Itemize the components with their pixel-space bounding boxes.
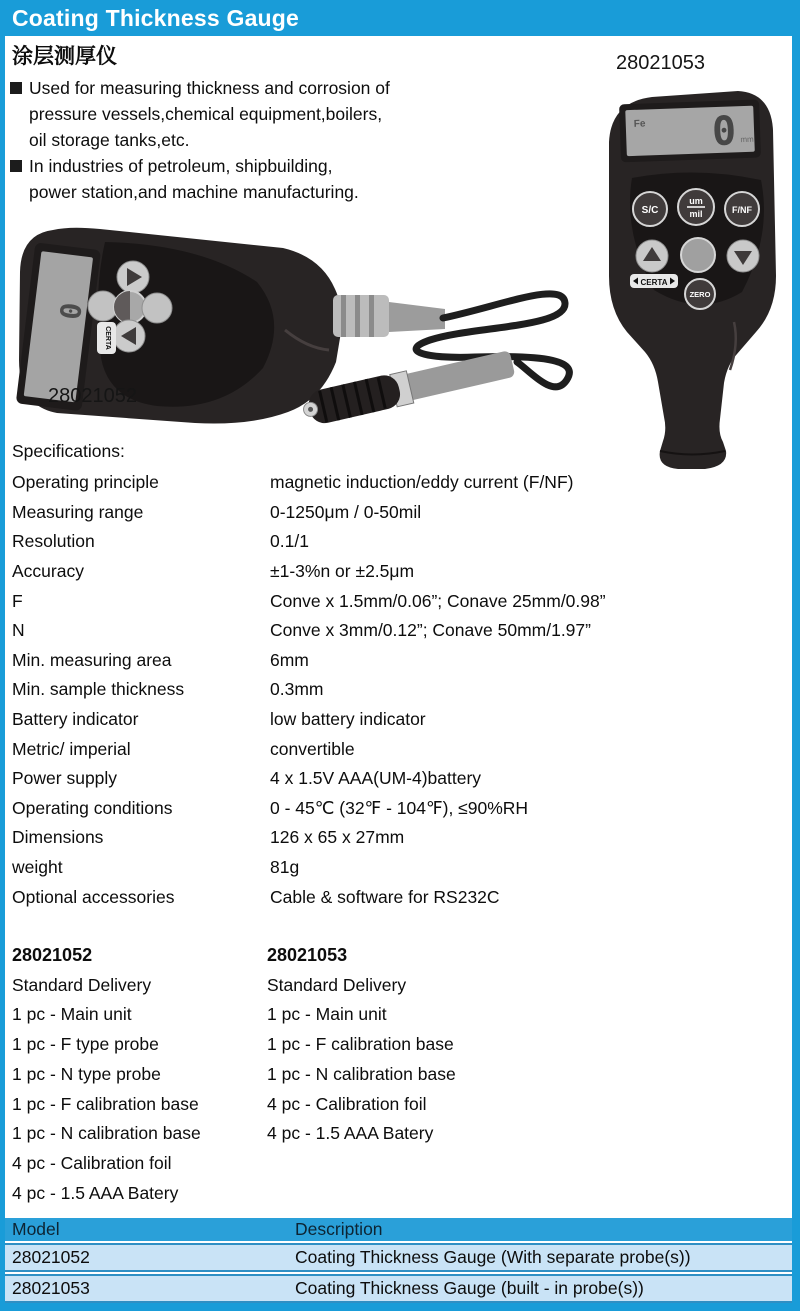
spec-row	[12, 586, 787, 616]
model-label-28021053: 28021053	[616, 52, 705, 74]
brand-tag	[97, 322, 116, 354]
delivery-item: 1 pc - F type probe	[12, 1034, 159, 1055]
table-cell-description: Coating Thickness Gauge (built - in probe(s))	[295, 1278, 644, 1298]
delivery-item: 1 pc - F calibration base	[267, 1034, 454, 1055]
intro-bullets	[10, 75, 490, 205]
delivery-item: 1 pc - N calibration base	[12, 1123, 201, 1144]
cable-strain-relief	[389, 302, 445, 332]
spec-label: Metric/ imperial	[12, 738, 131, 759]
spec-row	[12, 646, 787, 676]
delivery-column-28021052	[12, 941, 267, 1208]
spec-label: Battery indicator	[12, 709, 139, 730]
lcd-unit: mm	[740, 134, 754, 145]
lcd-value: 0	[711, 108, 737, 156]
delivery-item: 4 pc - 1.5 AAA Batery	[12, 1182, 179, 1203]
zero-button-label: ZERO	[689, 290, 711, 299]
delivery-item: 1 pc - N type probe	[12, 1063, 161, 1084]
spec-row	[12, 616, 787, 646]
table-header-description: Description	[295, 1219, 383, 1239]
zero-button	[142, 293, 172, 323]
spec-label: Min. measuring area	[12, 649, 172, 670]
delivery-model: 28021052	[12, 945, 93, 965]
delivery-heading: Standard Delivery	[12, 974, 152, 995]
bullet-square-icon	[10, 82, 22, 94]
spec-row	[12, 557, 787, 587]
um-label: um	[689, 196, 703, 206]
spec-value: magnetic induction/eddy current (F/NF)	[270, 472, 574, 493]
table-cell-description: Coating Thickness Gauge (With separate probe(s))	[295, 1247, 691, 1267]
spec-label: Resolution	[12, 531, 95, 552]
mil-label: mil	[689, 209, 703, 219]
spec-row	[12, 823, 787, 853]
connector-ring	[369, 295, 374, 337]
table-header-model: Model	[12, 1219, 60, 1239]
spec-row	[12, 734, 787, 764]
spec-label: Operating principle	[12, 472, 159, 493]
spec-label: N	[12, 620, 25, 641]
sc-button-label: S/C	[641, 205, 659, 216]
spec-row	[12, 853, 787, 883]
spec-label: weight	[12, 857, 63, 878]
table-header-row	[5, 1218, 792, 1241]
spec-row	[12, 705, 787, 735]
delivery-item: 1 pc - N calibration base	[267, 1063, 456, 1084]
spec-value: 0.1/1	[270, 531, 309, 552]
spec-label: Measuring range	[12, 501, 144, 522]
brand-name: CERTA	[640, 278, 668, 287]
lcd-value: 0	[52, 300, 88, 322]
spec-row	[12, 527, 787, 557]
spec-value: 0.3mm	[270, 679, 324, 700]
spec-value: 0-1250μm / 0-50mil	[270, 501, 422, 522]
spec-value: 81g	[270, 857, 300, 878]
delivery-columns	[12, 941, 522, 1208]
table-row	[5, 1243, 792, 1272]
delivery-item: 1 pc - F calibration base	[12, 1093, 199, 1114]
subtitle-chinese: 涂层测厚仪	[12, 45, 117, 68]
spec-label: Optional accessories	[12, 886, 175, 907]
delivery-item: 1 pc - Main unit	[267, 1004, 387, 1025]
header-bar	[0, 0, 800, 36]
spec-value: ±1-3%n or ±2.5μm	[270, 561, 415, 582]
lcd-display	[619, 100, 761, 163]
spec-row	[12, 468, 787, 498]
spec-row	[12, 764, 787, 794]
delivery-model: 28021053	[267, 945, 348, 965]
bullet-square-icon	[10, 160, 22, 172]
lcd-mode: Fe	[633, 118, 646, 130]
connector-ring	[355, 295, 360, 337]
product-photo-28021053	[588, 80, 795, 480]
delivery-item: 4 pc - Calibration foil	[12, 1152, 172, 1173]
spec-value: 6mm	[270, 649, 309, 670]
spec-value: 126 x 65 x 27mm	[270, 827, 405, 848]
spec-value: 4 x 1.5V AAA(UM-4)battery	[270, 768, 482, 789]
bullet-text: In industries of petroleum, shipbuilding, power station,and machine manufacturing.	[29, 156, 359, 202]
spec-value: 0 - 45℃ (32℉ - 104℉), ≤90%RH	[270, 797, 529, 818]
bullet-text: Used for measuring thickness and corrosion of pressure vessels,chemical equipment,boilers, oil storage tanks,etc.	[29, 78, 390, 150]
spec-label: Operating conditions	[12, 797, 173, 818]
specifications-heading: Specifications:	[12, 441, 125, 461]
spec-row	[12, 794, 787, 824]
spec-label: Dimensions	[12, 827, 104, 848]
delivery-item: 4 pc - Calibration foil	[267, 1093, 427, 1114]
table-cell-model: 28021053	[12, 1278, 90, 1298]
spec-row	[12, 675, 787, 705]
page-title: Coating Thickness Gauge	[12, 4, 300, 31]
table-row	[5, 1274, 792, 1303]
model-label-28021052: 28021052	[48, 385, 137, 407]
delivery-item: 1 pc - Main unit	[12, 1004, 132, 1025]
spec-label: Min. sample thickness	[12, 679, 185, 700]
brand-name: CERTA	[104, 326, 111, 350]
spec-value: Conve x 1.5mm/0.06”; Conave 25mm/0.98”	[270, 590, 606, 611]
spec-value: low battery indicator	[270, 709, 426, 730]
table-cell-model: 28021052	[12, 1247, 90, 1267]
spec-value: Cable & software for RS232C	[270, 886, 500, 907]
spec-label: F	[12, 590, 23, 611]
delivery-item: 4 pc - 1.5 AAA Batery	[267, 1123, 434, 1144]
specifications-list	[12, 468, 787, 912]
spec-value: Conve x 3mm/0.12”; Conave 50mm/1.97”	[270, 620, 591, 641]
spec-row	[12, 882, 787, 912]
spec-value: convertible	[270, 738, 355, 759]
bullet-item	[10, 153, 490, 205]
spec-row	[12, 498, 787, 528]
connector-ring	[341, 295, 346, 337]
delivery-column-28021053	[267, 941, 522, 1208]
spec-label: Power supply	[12, 768, 118, 789]
bullet-item	[10, 75, 490, 153]
fnf-button-label: F/NF	[732, 205, 752, 215]
delivery-heading: Standard Delivery	[267, 974, 407, 995]
spec-label: Accuracy	[12, 561, 84, 582]
center-button	[681, 238, 715, 272]
brand-tag	[630, 274, 678, 288]
